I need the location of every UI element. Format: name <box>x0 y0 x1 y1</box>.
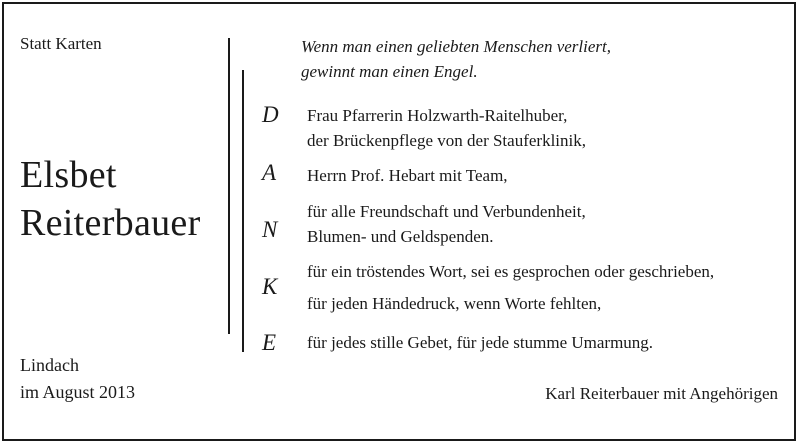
thanks-letter-k: K <box>262 274 278 299</box>
thanks-line: Herrn Prof. Hebart mit Team, <box>307 166 508 185</box>
statt-karten-label: Statt Karten <box>20 34 102 53</box>
divider-line-outer <box>228 38 230 334</box>
deceased-first-name: Elsbet <box>20 154 117 196</box>
thanks-letter-d: D <box>262 102 279 127</box>
signature-text: Karl Reiterbauer mit Angehörigen <box>545 384 778 403</box>
quote-line-1: Wenn man einen geliebten Menschen verliert, <box>301 37 611 56</box>
thanks-letter-n: N <box>262 217 278 242</box>
quote-line-2: gewinnt man einen Engel. <box>301 62 478 81</box>
thanks-letter-a: A <box>262 160 277 185</box>
thanks-line: für alle Freundschaft und Verbundenheit, <box>307 202 586 221</box>
deceased-last-name: Reiterbauer <box>20 202 201 244</box>
thanks-line: Blumen- und Geldspenden. <box>307 227 494 246</box>
thanks-line: Frau Pfarrerin Holzwarth-Raitelhuber, <box>307 106 568 125</box>
thanks-line: für ein tröstendes Wort, sei es gesprochen oder geschrieben, <box>307 262 715 281</box>
thanks-line: für jeden Händedruck, wenn Worte fehlten, <box>307 294 602 313</box>
divider-line-inner <box>242 70 244 352</box>
thanks-letter-e: E <box>262 330 277 355</box>
date-text: im August 2013 <box>20 382 136 402</box>
location-text: Lindach <box>20 355 79 375</box>
thanks-line: der Brückenpflege von der Stauferklinik, <box>307 131 586 150</box>
thanks-line: für jedes stille Gebet, für jede stumme Umarmung. <box>307 333 654 352</box>
